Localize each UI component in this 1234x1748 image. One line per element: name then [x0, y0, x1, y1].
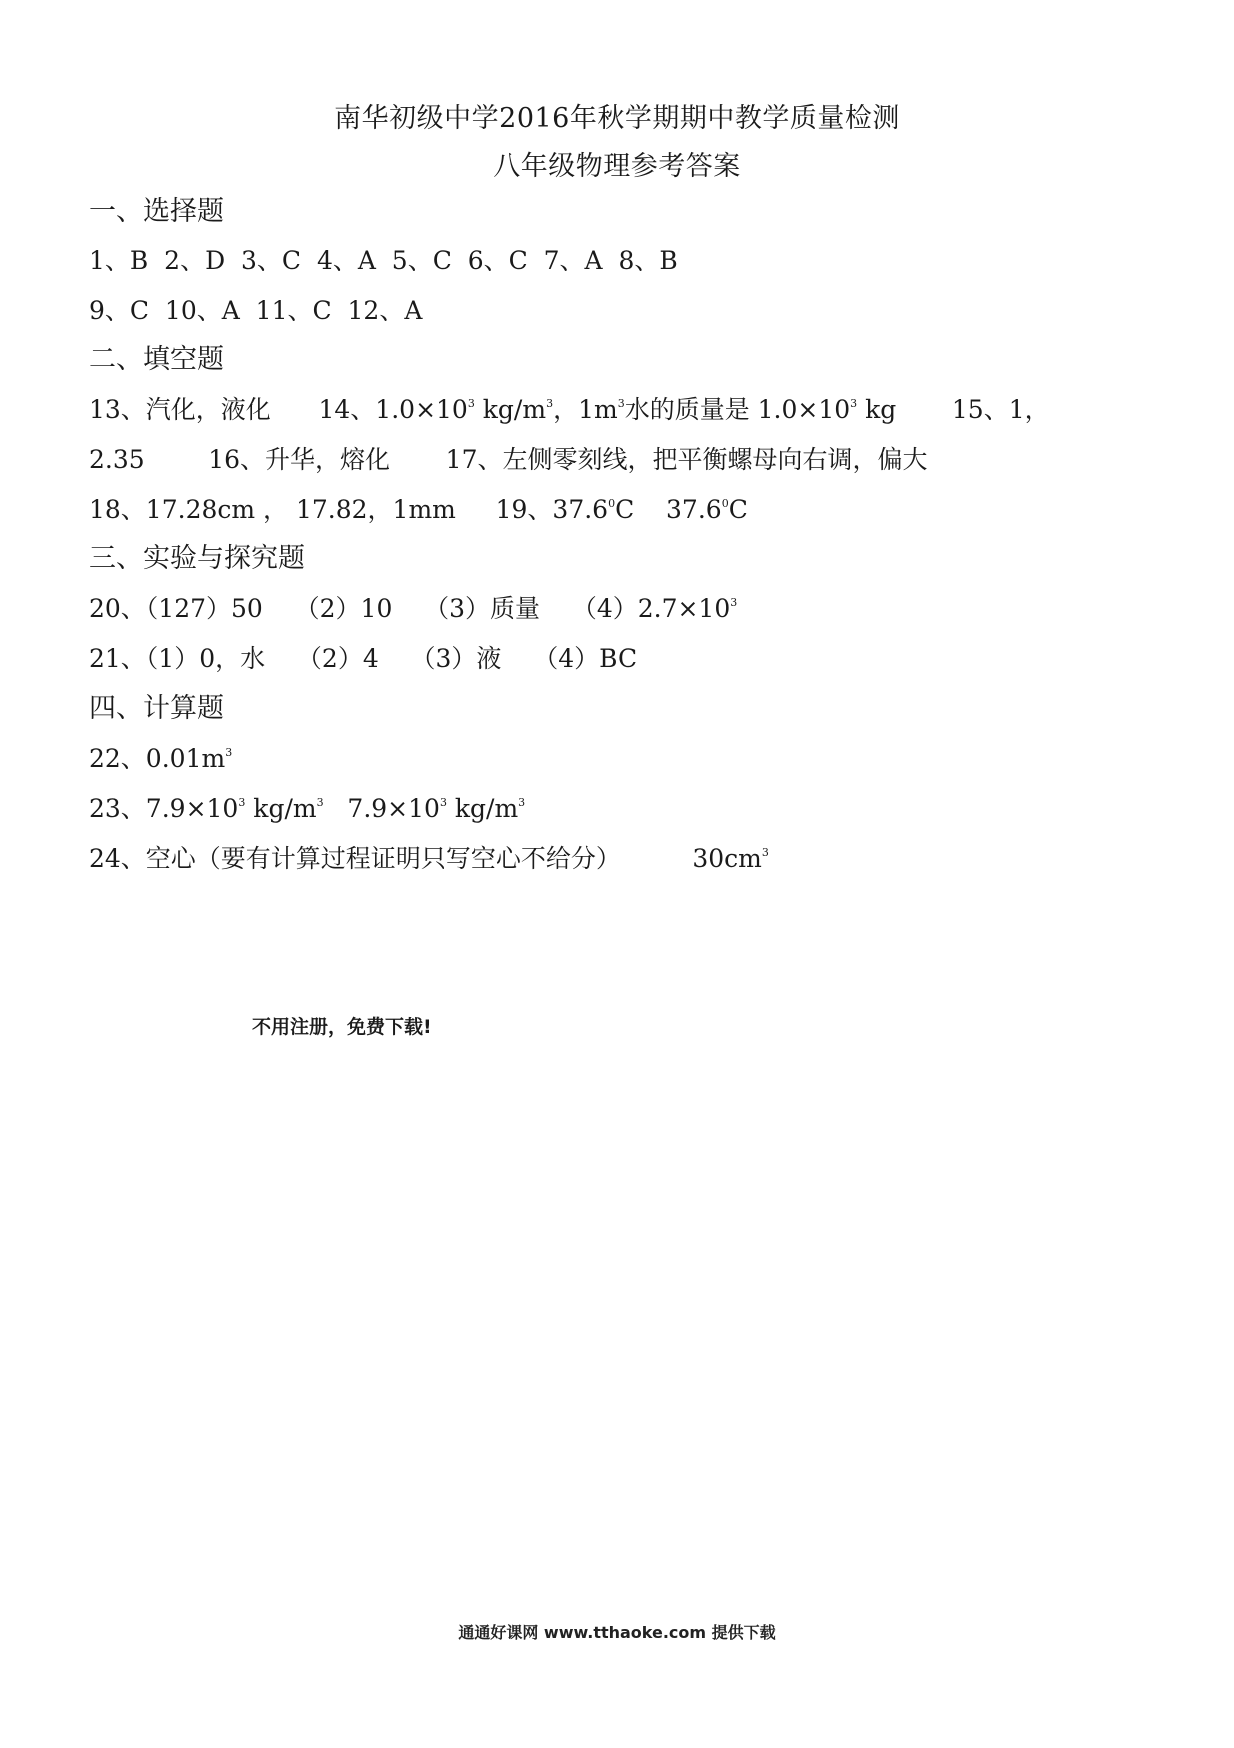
answer-18-19-text: 18、17.28cm ， 17.82，1mm 19、37.6 — [89, 495, 609, 524]
section-heading-calc: 四、计算题 — [89, 693, 224, 724]
answer-19-unit: C — [728, 495, 748, 524]
exponent: 3 — [467, 397, 475, 410]
answer-14-text: ，1m — [553, 395, 618, 424]
exponent: 3 — [761, 846, 769, 859]
exponent: 3 — [730, 596, 738, 609]
degree-sign: 0 — [608, 497, 616, 510]
answer-21: 21、（1）0，水 （2）4 （3）液 （4）BC — [89, 644, 638, 673]
exponent: 3 — [546, 397, 554, 410]
download-note: 不用注册，免费下载! — [252, 1016, 432, 1038]
answer-24 — [89, 843, 769, 875]
choice-answers-line-2: 9、C 10、A 11、C 12、A — [89, 296, 423, 325]
document-subtitle: 八年级物理参考答案 — [493, 151, 741, 182]
answer-14-text: 水的质量是 1.0×10 — [624, 395, 851, 424]
answer-23-text: 23、7.9×10 — [89, 794, 239, 823]
answer-20-text: 20、（127）50 （2）10 （3）质量 （4）2.7×10 — [89, 594, 731, 623]
exponent: 3 — [225, 746, 233, 759]
answer-13-14-text: 13、汽化，液化 14、1.0×10 — [89, 395, 468, 424]
answer-20 — [89, 593, 737, 625]
exponent: 3 — [238, 796, 246, 809]
page-footer: 通通好课网 www.tthaoke.com 提供下载 — [458, 1623, 776, 1642]
answer-22-text: 22、0.01m — [89, 744, 226, 773]
exponent: 3 — [518, 796, 526, 809]
fill-answers-line-3 — [89, 494, 748, 526]
section-heading-fill: 二、填空题 — [89, 344, 224, 375]
degree-sign: 0 — [721, 497, 729, 510]
answer-24-text: 24、空心（要有计算过程证明只写空心不给分） 30cm — [89, 844, 762, 873]
answer-23 — [89, 793, 525, 825]
exponent: 3 — [850, 397, 858, 410]
document-title: 南华初级中学2016年秋学期期中教学质量检测 — [334, 103, 900, 134]
section-heading-choice: 一、选择题 — [89, 196, 224, 227]
unit-text: kg/m — [245, 794, 317, 823]
answer-23-text-2: 7.9×10 — [323, 794, 440, 823]
exponent: 3 — [439, 796, 447, 809]
fill-answers-line-2: 2.35 16、升华，熔化 17、左侧零刻线，把平衡螺母向右调，偏大 — [89, 445, 928, 474]
unit-text: kg/m — [474, 395, 547, 424]
choice-answers-line-1: 1、B 2、D 3、C 4、A 5、C 6、C 7、A 8、B — [89, 246, 678, 275]
unit-text: kg/m — [446, 794, 519, 823]
section-heading-experiment: 三、实验与探究题 — [89, 543, 305, 574]
fill-answers-line-1 — [89, 394, 1050, 426]
exponent: 3 — [316, 796, 324, 809]
exponent: 3 — [617, 397, 625, 410]
answer-19-text: C 37.6 — [615, 495, 722, 524]
answer-22 — [89, 743, 232, 775]
answer-14-15-text: kg 15、1， — [857, 395, 1050, 424]
